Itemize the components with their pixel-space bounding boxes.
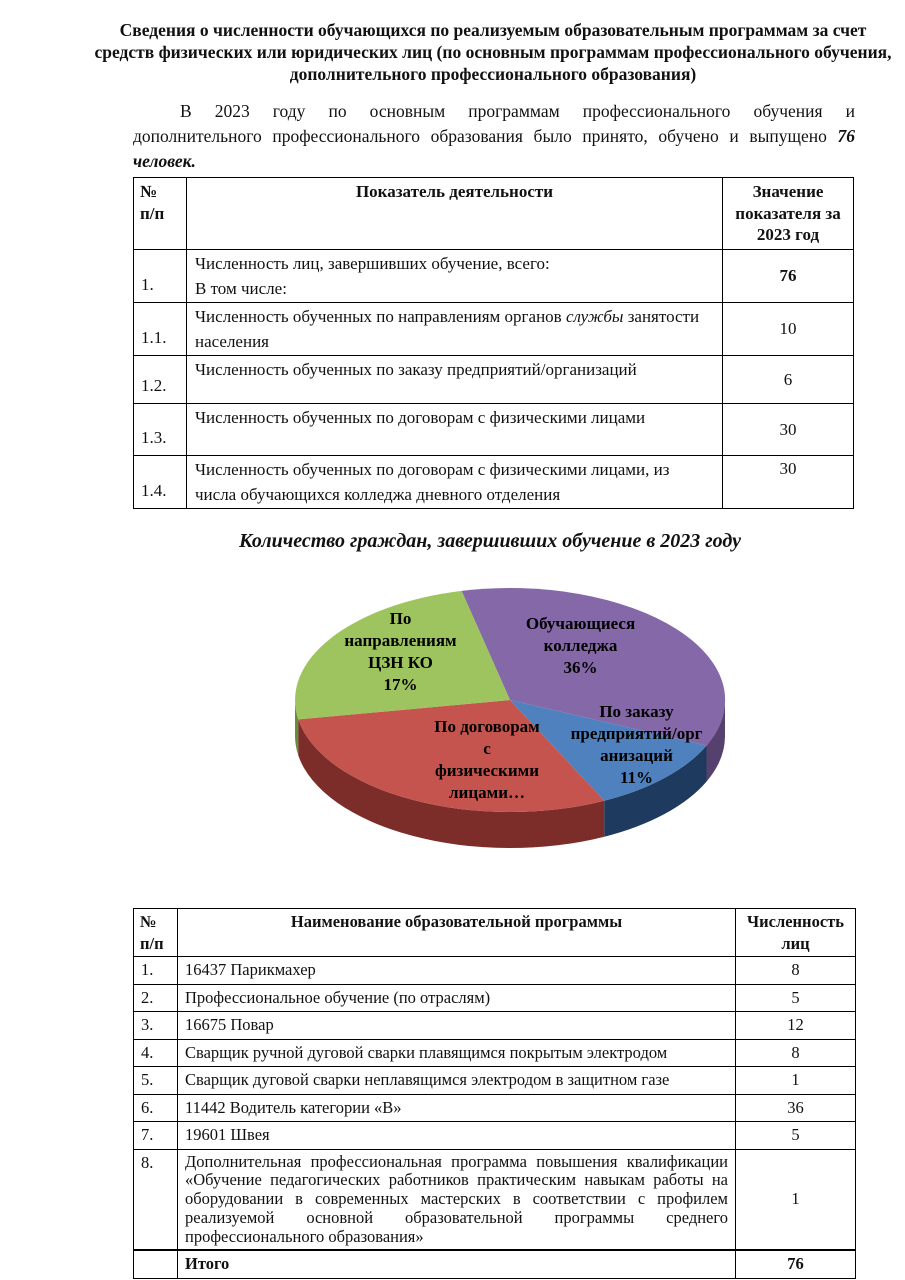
column-header-program: Наименование образовательной программы: [178, 909, 736, 957]
chart-title: Количество граждан, завершивших обучение в 2023 году: [239, 530, 741, 552]
table-row: [134, 403, 854, 455]
column-header-num: № п/п: [134, 909, 178, 957]
program-count: 8: [736, 1039, 856, 1067]
row-description-italic: службы: [565, 306, 624, 326]
program-name: Профессиональное обучение (по отраслям): [178, 984, 736, 1012]
program-name: 16675 Повар: [178, 1012, 736, 1040]
column-header-count: Численность лиц: [736, 909, 856, 957]
total-label: Итого: [178, 1250, 736, 1278]
row-number: 1.: [134, 249, 187, 302]
table-row: [134, 1094, 856, 1122]
paragraph-bold-text: человек.: [133, 151, 196, 171]
row-value: 10: [723, 302, 854, 355]
program-count: 12: [736, 1012, 856, 1040]
table-row: [134, 455, 854, 508]
paragraph-line: [133, 124, 855, 149]
program-name: 19601 Швея: [178, 1122, 736, 1150]
pie-label-orders: По заказу предприятий/орг анизаций 11%: [570, 702, 703, 787]
table-row: [134, 1012, 856, 1040]
row-value: 6: [723, 355, 854, 403]
table-row: [134, 355, 854, 403]
row-number: 1.: [134, 957, 178, 985]
table-header-row: [134, 178, 854, 250]
row-value: 30: [723, 455, 854, 508]
program-count: 1: [736, 1067, 856, 1095]
row-description: [187, 302, 723, 355]
row-description: Численность обученных по договорам с физическими лицами, из числа обучающихся колледжа дневного отделения: [187, 455, 723, 508]
indicators-table: [133, 177, 854, 509]
row-number: 6.: [134, 1094, 178, 1122]
table-row: [134, 302, 854, 355]
table-row: [134, 1039, 856, 1067]
row-number: 1.4.: [134, 455, 187, 508]
program-count: 5: [736, 1122, 856, 1150]
row-number: 1.1.: [134, 302, 187, 355]
row-number: 7.: [134, 1122, 178, 1150]
table-row: [134, 1122, 856, 1150]
table-total-row: [134, 1250, 856, 1278]
paragraph-text: дополнительного профессионального образования было принято, обучено и выпущено: [133, 126, 827, 146]
row-number: 3.: [134, 1012, 178, 1040]
pie-label-czn: По направлениям ЦЗН КО 17%: [344, 609, 457, 694]
program-name: Сварщик дуговой сварки неплавящимся электродом в защитном газе: [178, 1067, 736, 1095]
program-name: 16437 Парикмахер: [178, 957, 736, 985]
program-name: 11442 Водитель категории «В»: [178, 1094, 736, 1122]
row-number: 1.2.: [134, 355, 187, 403]
row-value: 76: [723, 249, 854, 302]
row-value: 30: [723, 403, 854, 455]
row-description: Численность обученных по договорам с физическими лицами: [187, 403, 723, 455]
row-description-text: занятости населения: [195, 306, 700, 351]
paragraph-line: [133, 149, 855, 174]
programs-table: [133, 908, 856, 1279]
row-description: Численность обученных по заказу предприятий/организаций: [187, 355, 723, 403]
column-header-value: Значение показателя за 2023 год: [723, 178, 854, 250]
program-count: 1: [736, 1149, 856, 1250]
program-count: 8: [736, 957, 856, 985]
row-number: 4.: [134, 1039, 178, 1067]
row-description: Численность лиц, завершивших обучение, всего: В том числе:: [187, 249, 723, 302]
table-row: [134, 249, 854, 302]
page-title: Сведения о численности обучающихся по реализуемым образовательным программам за счет средств физических или юридических лиц (по основным программам профессионального обучения, дополнительного профессионального образования): [94, 20, 892, 84]
program-name: Сварщик ручной дуговой сварки плавящимся покрытым электродом: [178, 1039, 736, 1067]
pie-label-contracts: По договорам с физическими лицами…: [434, 717, 540, 802]
column-header-num: № п/п: [134, 178, 187, 250]
table-row: [134, 984, 856, 1012]
pie-chart: [285, 578, 735, 870]
table-row: [134, 1149, 856, 1250]
table-row: [134, 957, 856, 985]
program-name: Дополнительная профессиональная программа повышения квалификации «Обучение педагогических работников практическим навыкам работы на оборудовании в современных мастерских в соответствии с профилем реализуемой основной образовательной программы среднего профессионального образования»: [178, 1149, 736, 1250]
row-number: 1.3.: [134, 403, 187, 455]
program-count: 36: [736, 1094, 856, 1122]
row-number: 8.: [134, 1149, 178, 1250]
row-description-text: Численность обученных по направлениям органов: [195, 306, 566, 326]
intro-paragraph: [133, 99, 855, 174]
program-count: 5: [736, 984, 856, 1012]
row-number: 5.: [134, 1067, 178, 1095]
paragraph-bold-number: 76: [837, 126, 856, 146]
table-header-row: [134, 909, 856, 957]
table-row: [134, 1067, 856, 1095]
total-value: 76: [736, 1250, 856, 1278]
column-header-indicator: Показатель деятельности: [187, 178, 723, 250]
row-number: 2.: [134, 984, 178, 1012]
empty-cell: [134, 1250, 178, 1278]
pie-label-college: Обучающиеся колледжа 36%: [525, 614, 636, 677]
paragraph-line: В 2023 году по основным программам профессионального обучения и: [180, 101, 855, 121]
